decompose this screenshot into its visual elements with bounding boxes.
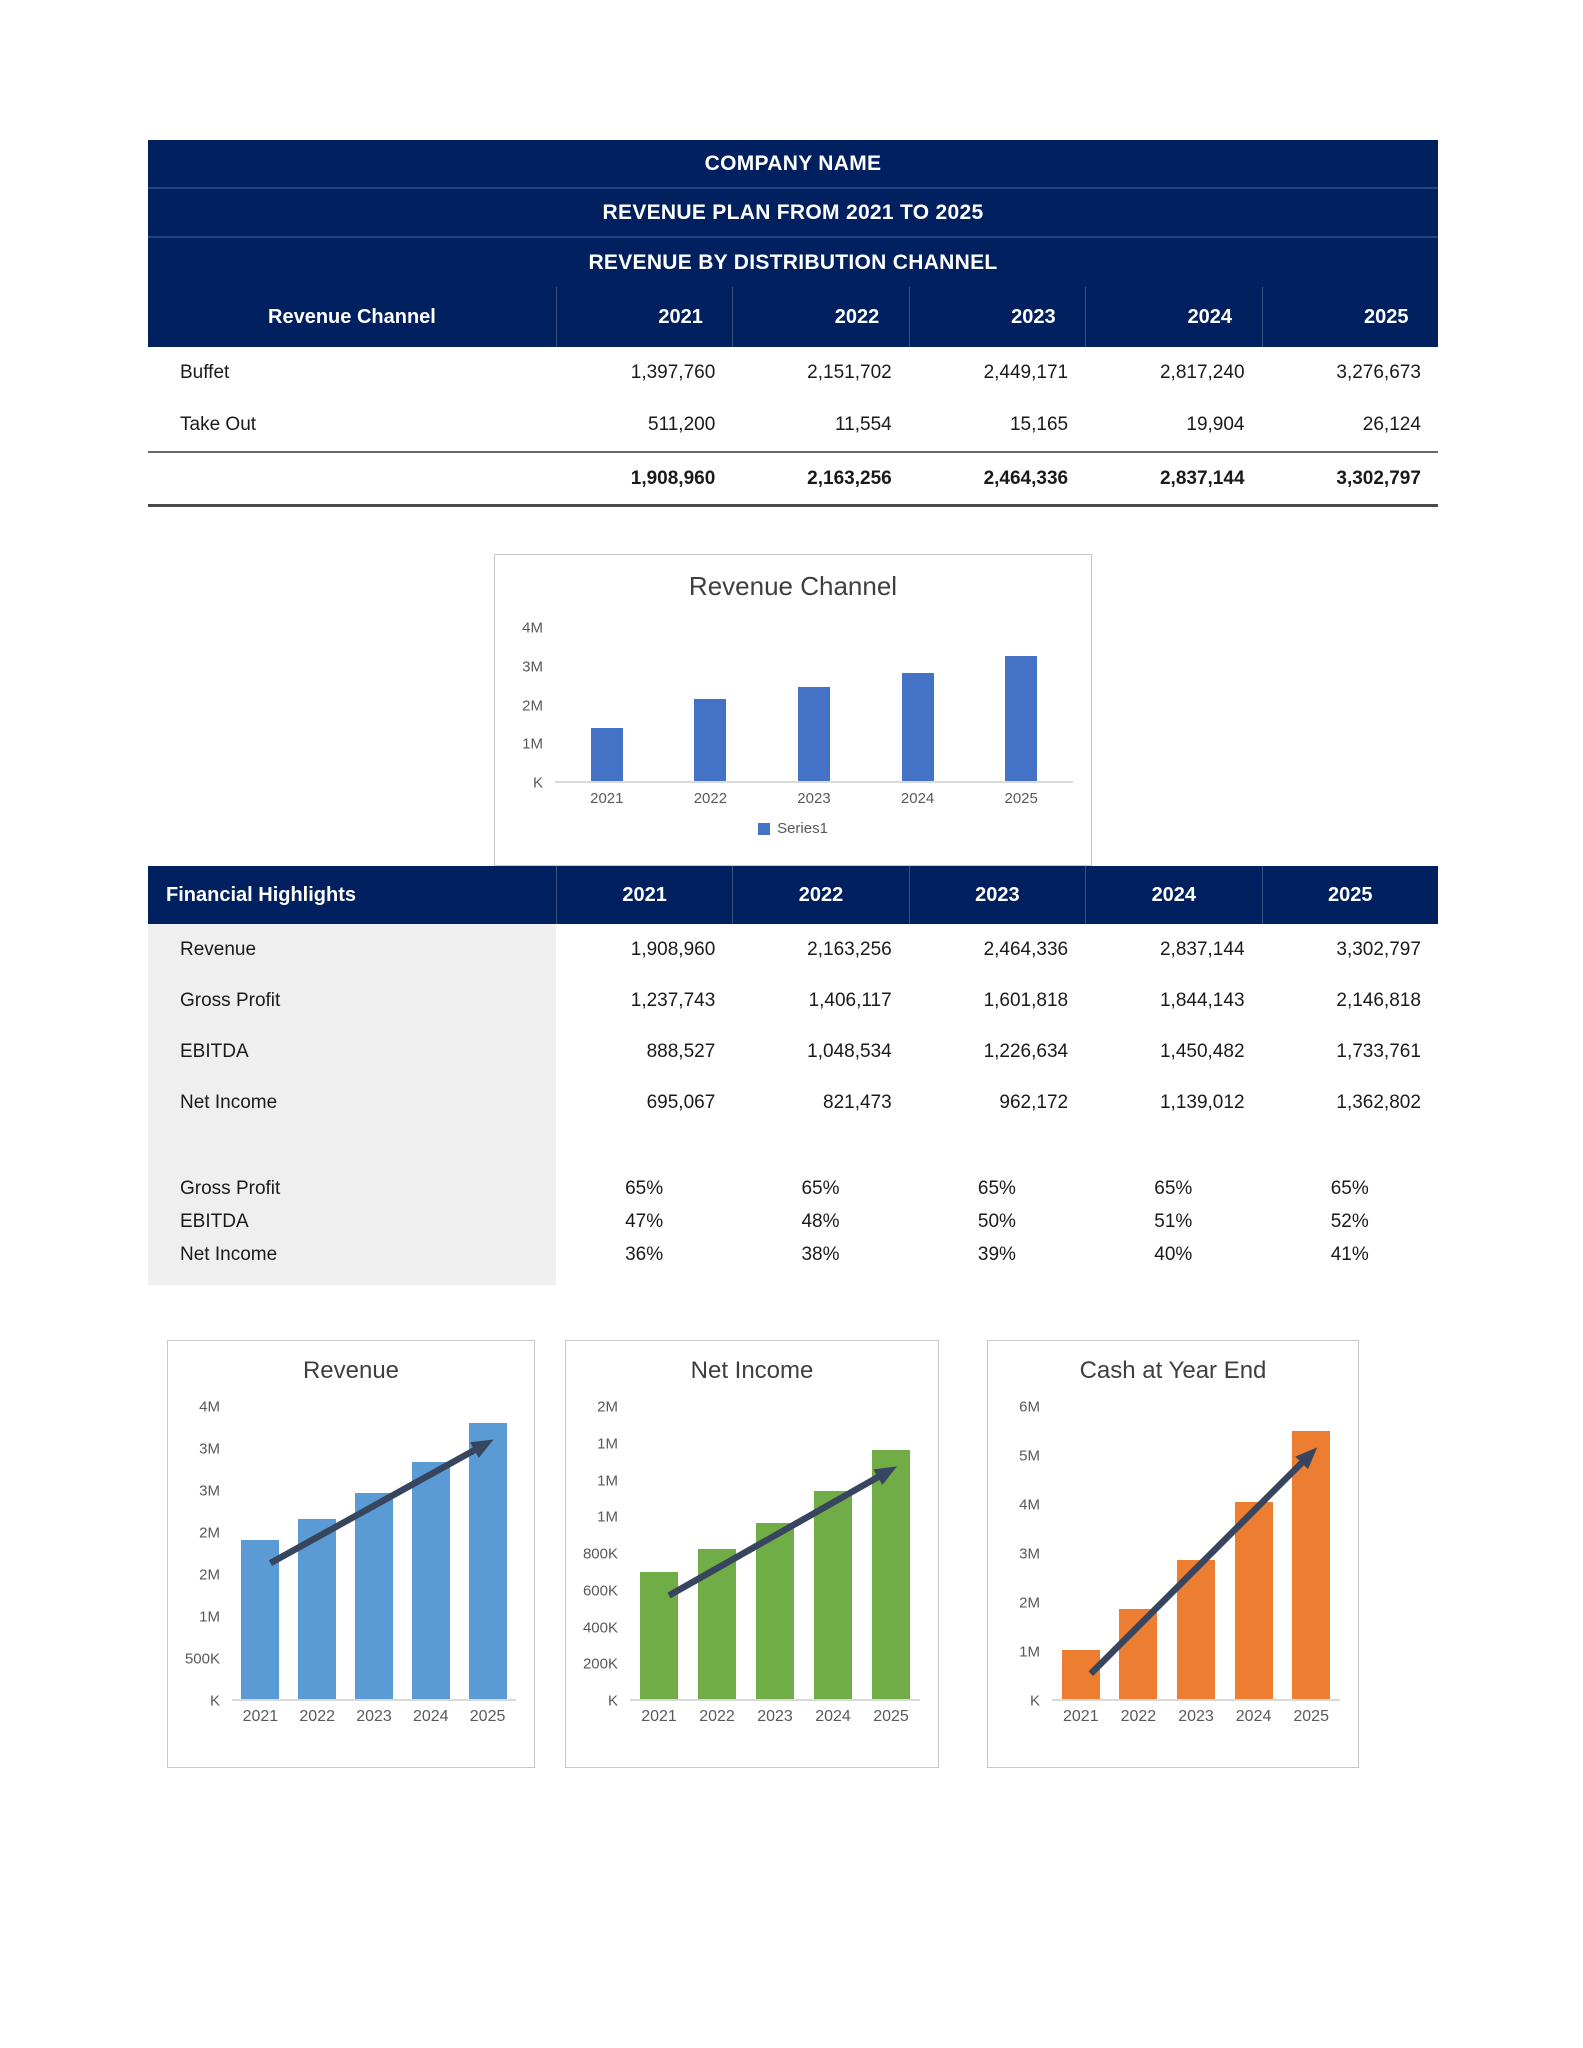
value-cell: 695,067 [646, 1091, 716, 1113]
bar [298, 1519, 336, 1699]
y-tick-label: 1M [597, 1472, 618, 1489]
table-row [148, 1026, 1438, 1077]
bar [872, 1450, 910, 1699]
plot-area-wrap [495, 619, 1091, 792]
financial-highlights-column-header [148, 866, 556, 924]
financial-highlights-header-label: Financial Highlights [166, 883, 357, 906]
x-tick-label: 2023 [797, 790, 831, 807]
spacer-row [148, 1128, 1438, 1172]
y-tick-label: K [209, 1692, 220, 1710]
report-header [148, 140, 1438, 287]
percent-cell: 51% [1154, 1210, 1193, 1232]
total-value-cell: 2,837,144 [1159, 467, 1245, 489]
x-tick-label: 2021 [641, 1708, 677, 1725]
spacer-label-cell [148, 1128, 556, 1172]
x-tick-label: 2023 [1178, 1708, 1214, 1725]
y-tick-label: 1M [1019, 1643, 1040, 1661]
y-tick-label: 200K [582, 1655, 618, 1673]
year-column-header [1262, 866, 1438, 924]
year-label: 2021 [658, 305, 703, 328]
row-label-cell [148, 362, 556, 384]
value-cell: 15,165 [1009, 414, 1069, 435]
y-tick-label: 500K [184, 1650, 220, 1668]
x-tick-label: 2025 [469, 1708, 506, 1725]
bar [698, 1549, 736, 1699]
percent-cell: 65% [801, 1177, 840, 1199]
year-column-header [1085, 866, 1261, 924]
x-axis [555, 790, 1073, 807]
bar [1235, 1502, 1273, 1699]
value-cell: 1,406,117 [808, 989, 892, 1011]
net-income-chart [565, 1340, 939, 1768]
value-cell: 3,276,673 [1336, 362, 1421, 383]
year-column-header [1262, 287, 1438, 347]
row-label: Revenue [180, 938, 257, 960]
y-tick-label: 2M [1019, 1594, 1040, 1612]
bar [469, 1423, 507, 1699]
y-tick-label: 4M [522, 619, 543, 637]
y-axis [988, 1398, 1052, 1710]
percent-cell: 65% [1330, 1177, 1369, 1199]
row-label-cell [148, 924, 556, 975]
year-column-header [556, 287, 732, 347]
total-value-cell: 2,163,256 [807, 467, 892, 489]
x-tick-label: 2024 [900, 790, 935, 807]
year-label: 2024 [1187, 305, 1233, 328]
value-cell: 2,151,702 [807, 362, 892, 383]
table-row [148, 1077, 1438, 1128]
bottom-charts-row [167, 1340, 1438, 1768]
x-tick-label: 2022 [1120, 1708, 1157, 1725]
row-label-cell [148, 975, 556, 1026]
year-label: 2025 [1327, 883, 1373, 906]
bar [591, 728, 623, 781]
x-tick-label: 2025 [873, 1708, 909, 1725]
value-cell: 2,837,144 [1159, 938, 1245, 960]
plot-area-wrap [566, 1398, 938, 1710]
year-column-header [556, 866, 732, 924]
plot-area [232, 1407, 516, 1701]
y-tick-label: 1M [597, 1508, 618, 1526]
x-tick-label: 2022 [699, 1708, 735, 1725]
bar [412, 1462, 450, 1699]
value-cell: 11,554 [835, 414, 892, 435]
year-label: 2022 [834, 305, 880, 328]
value-cell: 26,124 [1362, 414, 1421, 435]
year-label: 2025 [1363, 305, 1409, 328]
cash-at-year-end-chart [987, 1340, 1359, 1768]
x-tick-label: 2024 [412, 1708, 449, 1725]
percent-row [148, 1205, 1438, 1238]
x-tick-label: 2023 [757, 1708, 793, 1725]
legend-swatch-icon [758, 823, 770, 835]
x-axis [630, 1708, 920, 1726]
report-content [148, 140, 1438, 1768]
value-cell: 1,362,802 [1336, 1091, 1421, 1113]
row-label-cell [148, 1205, 556, 1238]
value-cell: 1,237,743 [630, 989, 716, 1011]
value-cell: 1,908,960 [630, 938, 716, 960]
revenue-table-header-row [148, 287, 1438, 347]
year-column-header [1085, 287, 1261, 347]
row-label: Net Income [180, 1091, 278, 1113]
percent-cell: 41% [1330, 1243, 1369, 1265]
x-tick-label: 2024 [1235, 1708, 1272, 1725]
plot-area [1052, 1407, 1340, 1701]
year-label: 2024 [1151, 883, 1197, 906]
y-tick-label: 3M [199, 1482, 220, 1500]
year-column-header [909, 866, 1085, 924]
percent-cell: 39% [977, 1243, 1016, 1265]
row-label: Net Income [180, 1243, 278, 1265]
x-tick-label: 2023 [356, 1708, 392, 1725]
x-tick-label: 2021 [590, 790, 624, 807]
table-row [148, 924, 1438, 975]
bar [902, 673, 934, 781]
x-tick-label: 2022 [693, 790, 728, 807]
financial-highlights-header-row [148, 866, 1438, 924]
bar [814, 1491, 852, 1699]
percent-cell: 52% [1330, 1210, 1369, 1232]
chart-legend [495, 820, 1091, 837]
plot-area [630, 1407, 920, 1701]
table-bottom-pad [148, 1271, 1438, 1285]
bar [1005, 656, 1037, 781]
value-cell: 1,601,818 [983, 989, 1069, 1011]
y-axis [495, 619, 555, 792]
year-label: 2021 [622, 883, 667, 906]
bar [1292, 1431, 1330, 1699]
year-column-header [732, 866, 908, 924]
x-tick-label: 2021 [1063, 1708, 1099, 1725]
revenue-channel-header-label: Revenue Channel [268, 305, 436, 328]
row-label-cell [148, 414, 556, 436]
value-cell: 2,163,256 [807, 938, 892, 960]
y-tick-label: K [532, 774, 543, 792]
bar [756, 1523, 794, 1699]
year-label: 2023 [975, 883, 1020, 906]
chart-title: Cash at Year End [1079, 1357, 1267, 1384]
total-value-cell: 1,908,960 [630, 467, 716, 489]
row-label: Take Out [180, 414, 257, 435]
legend-label: Series1 [777, 820, 828, 837]
chart-title: Net Income [690, 1357, 814, 1384]
value-cell: 821,473 [823, 1091, 892, 1113]
pad-label-cell [148, 1271, 556, 1285]
x-axis [1052, 1708, 1340, 1726]
x-tick-label: 2022 [299, 1708, 335, 1725]
year-label: 2022 [798, 883, 844, 906]
y-tick-label: 1M [199, 1608, 220, 1626]
y-tick-label: 1M [522, 735, 543, 753]
company-name-title: COMPANY NAME [148, 140, 1438, 189]
value-cell: 1,733,761 [1336, 1040, 1421, 1062]
y-tick-label: 2M [597, 1398, 618, 1416]
revenue-channel-chart [494, 554, 1092, 866]
revenue-chart [167, 1340, 535, 1768]
value-cell: 1,397,760 [630, 362, 716, 383]
table-row [148, 399, 1438, 451]
y-tick-label: 800K [582, 1545, 618, 1563]
percent-cell: 48% [801, 1210, 840, 1232]
chart-title: Revenue [302, 1357, 400, 1384]
value-cell: 1,450,482 [1159, 1040, 1245, 1062]
row-label-cell [148, 1172, 556, 1205]
y-tick-label: 6M [1019, 1398, 1040, 1416]
percent-cell: 65% [1154, 1177, 1193, 1199]
percent-cell: 40% [1154, 1243, 1193, 1265]
year-label: 2023 [1011, 305, 1056, 328]
value-cell: 1,139,012 [1159, 1091, 1245, 1113]
financial-highlights-table [148, 866, 1438, 1285]
chart-title: Revenue Channel [688, 571, 898, 601]
y-tick-label: 600K [582, 1582, 618, 1600]
revenue-plan-title: REVENUE PLAN FROM 2021 TO 2025 [148, 189, 1438, 238]
percent-cell: 50% [977, 1210, 1016, 1232]
row-label: Gross Profit [180, 1177, 281, 1199]
x-tick-label: 2024 [815, 1708, 851, 1725]
y-tick-label: 3M [199, 1440, 220, 1458]
totals-row [148, 451, 1438, 507]
value-cell: 1,226,634 [983, 1040, 1069, 1062]
x-tick-label: 2025 [1293, 1708, 1329, 1725]
table-row [148, 975, 1438, 1026]
y-tick-label: 400K [582, 1619, 618, 1636]
percent-cell: 38% [801, 1243, 840, 1265]
plot-area-wrap [988, 1398, 1358, 1710]
percent-row [148, 1172, 1438, 1205]
y-tick-label: 1M [597, 1435, 618, 1453]
revenue-channel-column-header [148, 287, 556, 347]
year-column-header [732, 287, 908, 347]
row-label: EBITDA [180, 1210, 249, 1232]
y-tick-label: 2M [199, 1524, 220, 1542]
plot-area-wrap [168, 1398, 534, 1710]
bar [1177, 1560, 1215, 1699]
bar [798, 687, 830, 781]
row-label: Buffet [180, 362, 230, 383]
y-tick-label: 2M [522, 697, 543, 714]
value-cell: 962,172 [999, 1091, 1069, 1113]
value-cell: 1,048,534 [807, 1040, 892, 1062]
value-cell: 2,146,818 [1336, 989, 1421, 1011]
y-tick-label: K [1029, 1692, 1040, 1710]
y-axis [566, 1398, 630, 1710]
value-cell: 888,527 [646, 1040, 716, 1062]
y-tick-label: 4M [199, 1398, 220, 1416]
value-cell: 3,302,797 [1336, 938, 1421, 960]
percent-cell: 47% [625, 1210, 664, 1232]
year-column-header [909, 287, 1085, 347]
percent-cell: 36% [625, 1243, 664, 1265]
table-row [148, 347, 1438, 399]
percent-cell: 65% [977, 1177, 1016, 1199]
x-axis [232, 1708, 516, 1726]
value-cell: 1,844,143 [1159, 989, 1245, 1011]
row-label: EBITDA [180, 1040, 249, 1062]
total-value-cell: 3,302,797 [1336, 467, 1421, 489]
x-tick-label: 2025 [1004, 790, 1038, 807]
y-tick-label: 5M [1019, 1447, 1040, 1465]
bar [694, 699, 726, 781]
bar [241, 1540, 279, 1699]
y-tick-label: 4M [1019, 1496, 1040, 1514]
row-label-cell [148, 1026, 556, 1077]
bar [640, 1572, 678, 1699]
value-cell: 2,464,336 [983, 938, 1069, 960]
y-axis [168, 1398, 232, 1710]
revenue-channel-table [148, 287, 1438, 507]
value-cell: 511,200 [648, 414, 716, 435]
value-cell: 2,817,240 [1159, 362, 1245, 383]
distribution-channel-subtitle: REVENUE BY DISTRIBUTION CHANNEL [148, 238, 1438, 287]
plot-area [555, 628, 1073, 783]
y-tick-label: 3M [1019, 1545, 1040, 1563]
row-label: Gross Profit [180, 989, 281, 1011]
y-tick-label: 2M [199, 1566, 220, 1584]
bar [1119, 1609, 1157, 1699]
bar [355, 1493, 393, 1699]
x-tick-label: 2021 [242, 1708, 279, 1725]
row-label-cell [148, 1238, 556, 1271]
value-cell: 2,449,171 [983, 362, 1069, 383]
percent-cell: 65% [625, 1177, 664, 1199]
y-tick-label: K [607, 1692, 618, 1710]
value-cell: 19,904 [1186, 414, 1245, 435]
y-tick-label: 3M [522, 658, 543, 676]
total-value-cell: 2,464,336 [983, 467, 1069, 489]
percent-row [148, 1238, 1438, 1271]
row-label-cell [148, 1077, 556, 1128]
bar [1062, 1650, 1100, 1699]
